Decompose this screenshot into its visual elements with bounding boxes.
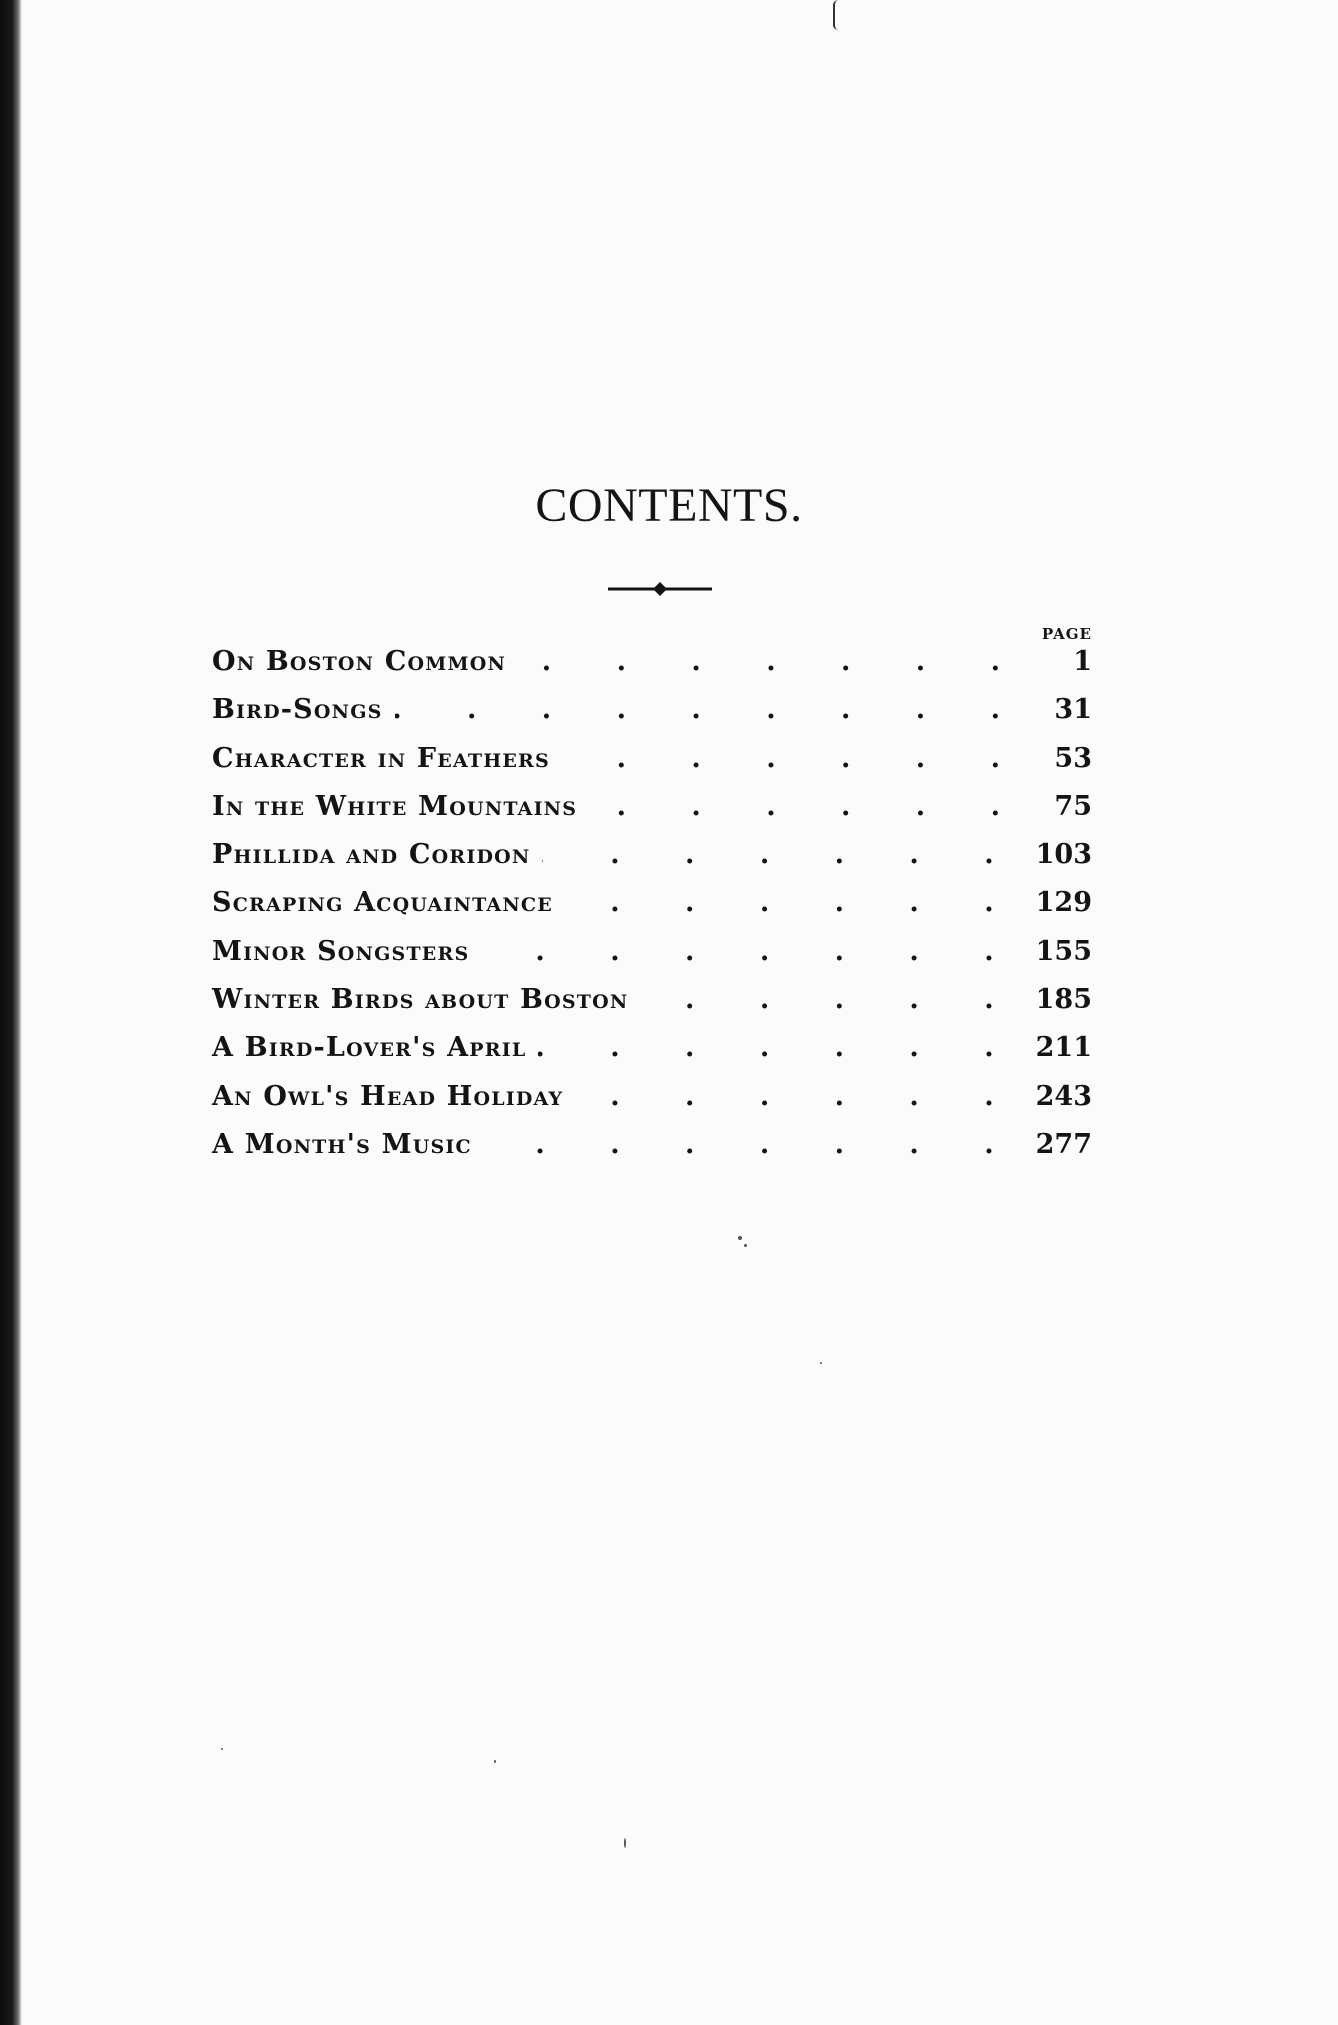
- toc-entry[interactable]: [212, 646, 1092, 694]
- dot-leader: [542, 839, 1021, 870]
- toc-entry-title: Bird-Songs: [212, 694, 383, 726]
- toc-entry[interactable]: [212, 791, 1092, 839]
- paper-speck: [221, 1748, 223, 1750]
- dot-leader: [395, 694, 1028, 725]
- ornament-divider: [608, 580, 712, 598]
- page-title: CONTENTS.: [535, 479, 803, 532]
- toc-entry-page: 185: [1035, 984, 1092, 1016]
- toc-entry[interactable]: [212, 936, 1092, 984]
- toc-entry-title: Winter Birds about Boston: [212, 984, 629, 1016]
- dot-leader: [481, 936, 1021, 967]
- toc-entry-page: 53: [1054, 742, 1092, 774]
- paper-speck: [494, 1760, 496, 1763]
- paper-speck: [738, 1236, 742, 1240]
- toc-entry[interactable]: [212, 1129, 1092, 1177]
- paper-speck: [744, 1244, 747, 1247]
- toc-entry[interactable]: [212, 743, 1092, 791]
- dot-leader: [640, 984, 1021, 1015]
- toc-entry-title: Scraping Acquaintance: [212, 887, 553, 919]
- toc-entries: [212, 646, 1092, 1177]
- dot-leader: [575, 1081, 1021, 1112]
- toc-entry-page: 1: [1073, 646, 1092, 677]
- toc-entry[interactable]: [212, 694, 1092, 742]
- toc-entry[interactable]: [212, 1081, 1092, 1129]
- dot-leader: [538, 1032, 1021, 1063]
- toc-entry-page: 129: [1035, 887, 1092, 919]
- toc-entry-page: 155: [1035, 935, 1092, 967]
- dot-leader: [589, 791, 1028, 822]
- toc-entry-title: Character in Feathers: [212, 742, 550, 774]
- paper-speck: [624, 1838, 626, 1848]
- toc-entry-page: 243: [1035, 1080, 1092, 1112]
- toc-entry-page: 211: [1035, 1032, 1092, 1064]
- toc-entry-title: An Owl's Head Holiday: [212, 1080, 564, 1112]
- page-binding-edge: [0, 0, 22, 2025]
- dot-leader: [565, 887, 1022, 918]
- toc-entry-title: A Bird-Lover's April: [212, 1032, 527, 1064]
- page-column-label: PAGE: [1041, 625, 1092, 643]
- toc-entry[interactable]: [212, 839, 1092, 887]
- dot-leader: [518, 646, 1028, 677]
- dot-leader: [562, 743, 1028, 774]
- toc-entry[interactable]: [212, 887, 1092, 935]
- toc-entry-title: Phillida and Coridon: [212, 839, 531, 871]
- toc-entry[interactable]: [212, 1032, 1092, 1080]
- toc-entry-page: 75: [1054, 790, 1092, 822]
- toc-entry-page: 277: [1035, 1128, 1092, 1160]
- toc-entry-title: In the White Mountains: [212, 790, 578, 822]
- toc-entry-page: 103: [1035, 839, 1092, 871]
- toc-entry-title: Minor Songsters: [212, 935, 470, 967]
- dot-leader: [484, 1129, 1022, 1160]
- toc-entry-page: 31: [1054, 694, 1092, 726]
- toc-entry-title: On Boston Common: [212, 646, 507, 677]
- paper-speck: [820, 1362, 822, 1364]
- toc-entry[interactable]: [212, 984, 1092, 1032]
- page-mark: [833, 0, 838, 30]
- toc-entry-title: A Month's Music: [212, 1128, 472, 1160]
